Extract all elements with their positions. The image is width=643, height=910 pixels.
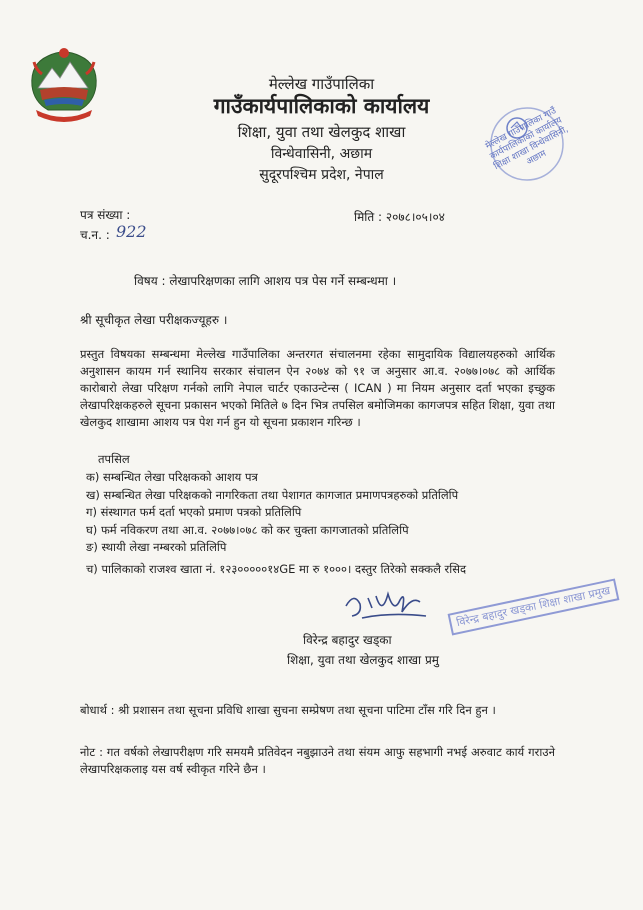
chalani-number-value: 922 <box>116 222 147 241</box>
tapasil-heading: तपसिल <box>98 452 130 466</box>
office-location: विन्धेवासिनी, अछाम <box>270 146 373 162</box>
office-title: गाउँकार्यपालिकाको कार्यालय <box>213 94 430 118</box>
tapasil-list <box>86 469 466 578</box>
signatory-title: शिक्षा, युवा तथा खेलकुद शाखा प्रमु <box>287 653 439 667</box>
signatory-stamp: विरेन्द्र बहादुर खड्का शिक्षा शाखा प्रमुख <box>448 578 620 635</box>
patra-sankhya-label: पत्र संख्या : <box>80 208 131 222</box>
letter-date: मिति : २०७८।०५।०४ <box>354 210 445 224</box>
seal-text: मेल्लेख गाउँपालिका गाउँ कार्यपालिकाको कार्यालय शिक्षा शाखा विन्धेवासिनी, अछाम <box>484 106 571 173</box>
list-item: ङ) स्थायी लेखा नम्बरको प्रतिलिपि <box>86 540 227 554</box>
list-item: ख) सम्बन्धित लेखा परिक्षकको नागरिकता तथा पेशागत कागजात प्रमाणपत्रहरुको प्रतिलिपि <box>86 487 459 502</box>
bodhartha-line: बोधार्थ : श्री प्रशासन तथा सूचना प्रविधि शाखा सुचना सम्प्रेषण तथा सूचना पाटिमा टाँस गरि दिन हुन । <box>80 703 496 717</box>
section-name: शिक्षा, युवा तथा खेलकुद शाखा <box>237 123 406 141</box>
letter-body: प्रस्तुत विषयका सम्बन्धमा मेल्लेख गाउँपालिका अन्तरगत संचालनमा रहेका सामुदायिक विद्यालयहरुको आर्थिक अनुशासन कायम गर्न स्थानिय सरकार संचालन ऐन २०७४ को ९१ ज अनुसार आ.व. २०७७।०७८ को आर्थिक कारोबारो लेखा परिक्षण गर्नको लागि नेपाल चार्टर एकाउन्टेन्स ( ICAN ) मा नियम अनुसार दर्ता भएका इच्छुक लेखापरिक्षकहरुले सूचना प्रकासन भएको मितिले ७ दिन भित्र तपसिल बमोजिमका कागजपत्र सहित शिक्षा, युवा तथा खेलकुद शाखामा आशय पत्र पेश गर्न हुन यो सूचना प्रकाशन गरिन्छ । <box>80 347 555 429</box>
office-seal <box>484 104 571 184</box>
letter-subject: विषय : लेखापरिक्षणका लागि आशय पत्र पेस गर्ने सम्बन्धमा । <box>134 274 397 288</box>
letter-addressee: श्री सूचीकृत लेखा परीक्षकज्यूहरु । <box>80 313 228 327</box>
note-text: नोट : गत वर्षको लेखापरीक्षण गरि समयमै प्रतिवेदन नबुझाउने तथा संयम आफु सहभागी नभई अरुवाट कार्य गराउने लेखापरिक्षकलाइ यस वर्ष स्वीकृत गरिने छैन । <box>80 745 555 776</box>
list-item: क) सम्बन्धित लेखा परिक्षकको आशय पत्र <box>86 470 258 484</box>
province-line: सुदूरपश्चिम प्रदेश, नेपाल <box>259 167 384 183</box>
list-item: ग) संस्थागत फर्म दर्ता भएको प्रमाण पत्रको प्रतिलिपि <box>86 505 302 519</box>
signature-icon <box>342 586 432 626</box>
signatory-name: विरेन्द्र बहादुर खड्का <box>303 633 392 647</box>
list-item: च) पालिकाको राजश्व खाता नं. १२३०००००१४GE मा रु १०००। दस्तुर तिरेको सक्कलै रसिद <box>86 561 467 576</box>
chalani-number-label: च.न. : <box>80 228 110 242</box>
municipality-name: मेल्लेख गाउँपालिका <box>268 75 375 93</box>
list-item: घ) फर्म नविकरण तथा आ.व. २०७७।०७८ को कर चुक्ता कागजातको प्रतिलिपि <box>86 522 409 537</box>
